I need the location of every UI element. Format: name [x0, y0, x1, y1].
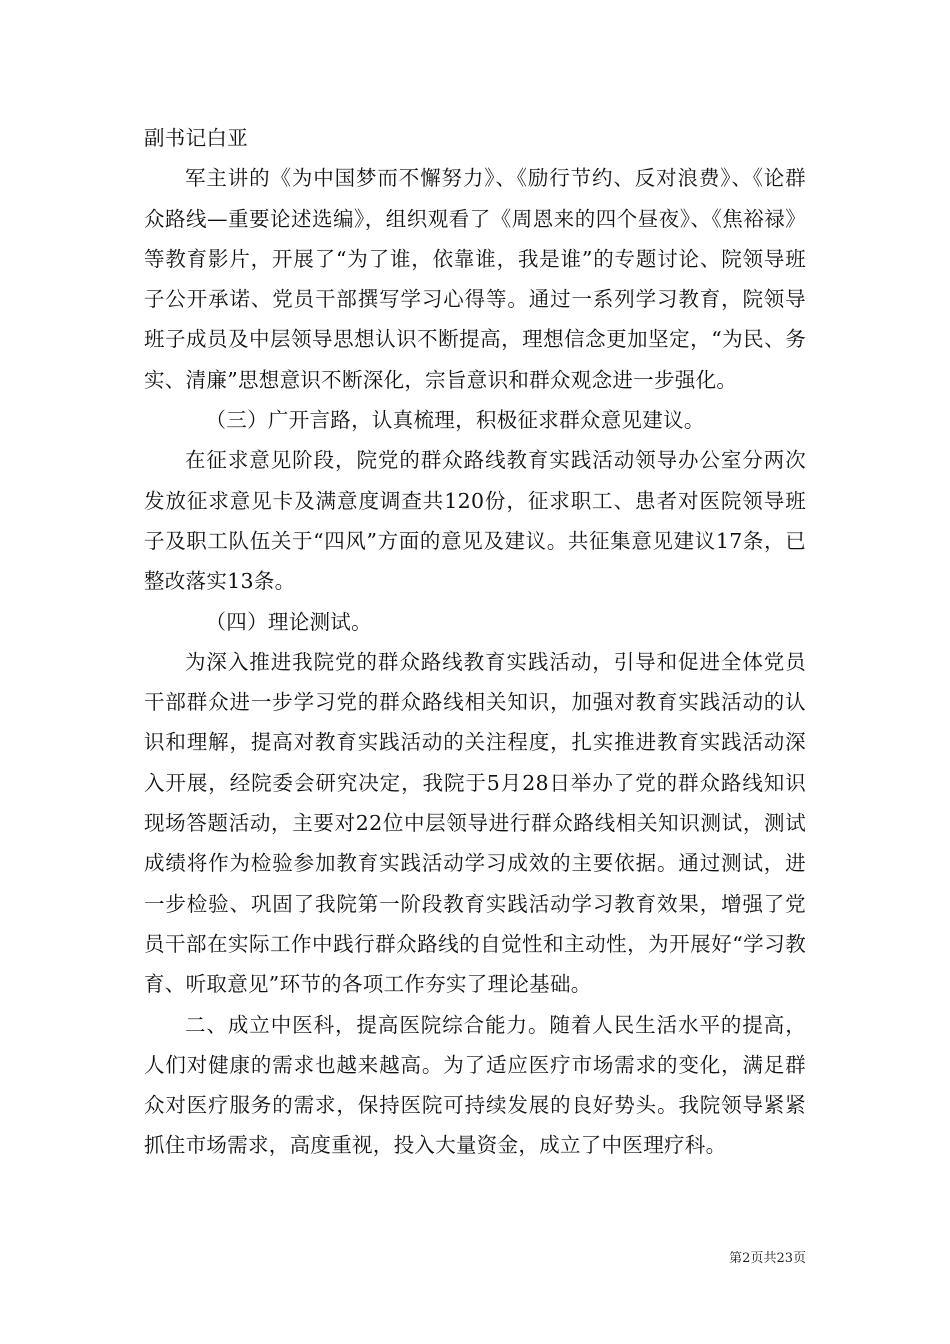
- paragraph-study-materials: 军主讲的《为中国梦而不懈努力》、《励行节约、反对浪费》、《论群众路线—重要论述选编》，组织观看了《周恩来的四个昼夜》、《焦裕禄》等教育影片，开展了“为了谁，依靠谁，我是谁”的专题讨论、院领导班子公开承诺、党员干部撰写学习心得等。通过一系列学习教育，院领导班子成员及中层领导思想认识不断提高，理想信念更加坚定，“为民、务实、清廉”思想意识不断深化，宗旨意识和群众观念进一步强化。: [144, 166, 806, 392]
- section-heading-4: （四）理论测试。: [205, 609, 372, 634]
- document-body: [144, 118, 806, 1166]
- page-number: 第2页共23页: [729, 1251, 806, 1266]
- paragraph-continuation: 副书记白亚: [144, 126, 248, 150]
- section-heading-3: （三）广开言路，认真梳理，积极征求群众意见建议。: [205, 408, 705, 433]
- paragraph-opinion-collection: 在征求意见阶段，院党的群众路线教育实践活动领导办公室分两次发放征求意见卡及满意度调查共120份，征求职工、患者对医院领导班子及职工队伍关于“四风”方面的意见及建议。共征集意见建议17条，已整改落实13条。: [144, 448, 806, 594]
- paragraph-tcm-department: 二、成立中医科，提高医院综合能力。随着人民生活水平的提高，人们对健康的需求也越来越高。为了适应医疗市场需求的变化，满足群众对医疗服务的需求，保持医院可持续发展的良好势头。我院领导紧紧抓住市场需求，高度重视，投入大量资金，成立了中医理疗科。: [144, 1012, 806, 1158]
- paragraph-theory-test: 为深入推进我院党的群众路线教育实践活动，引导和促进全体党员干部群众进一步学习党的群众路线相关知识，加强对教育实践活动的认识和理解，提高对教育实践活动的关注程度，扎实推进教育实践活动深入开展，经院委会研究决定，我院于5月28日举办了党的群众路线知识现场答题活动，主要对22位中层领导进行群众路线相关知识测试，测试成绩将作为检验参加教育实践活动学习成效的主要依据。通过测试，进一步检验、巩固了我院第一阶段教育实践活动学习教育效果，增强了党员干部在实际工作中践行群众路线的自觉性和主动性，为开展好“学习教育、听取意见”环节的各项工作夯实了理论基础。: [144, 649, 806, 997]
